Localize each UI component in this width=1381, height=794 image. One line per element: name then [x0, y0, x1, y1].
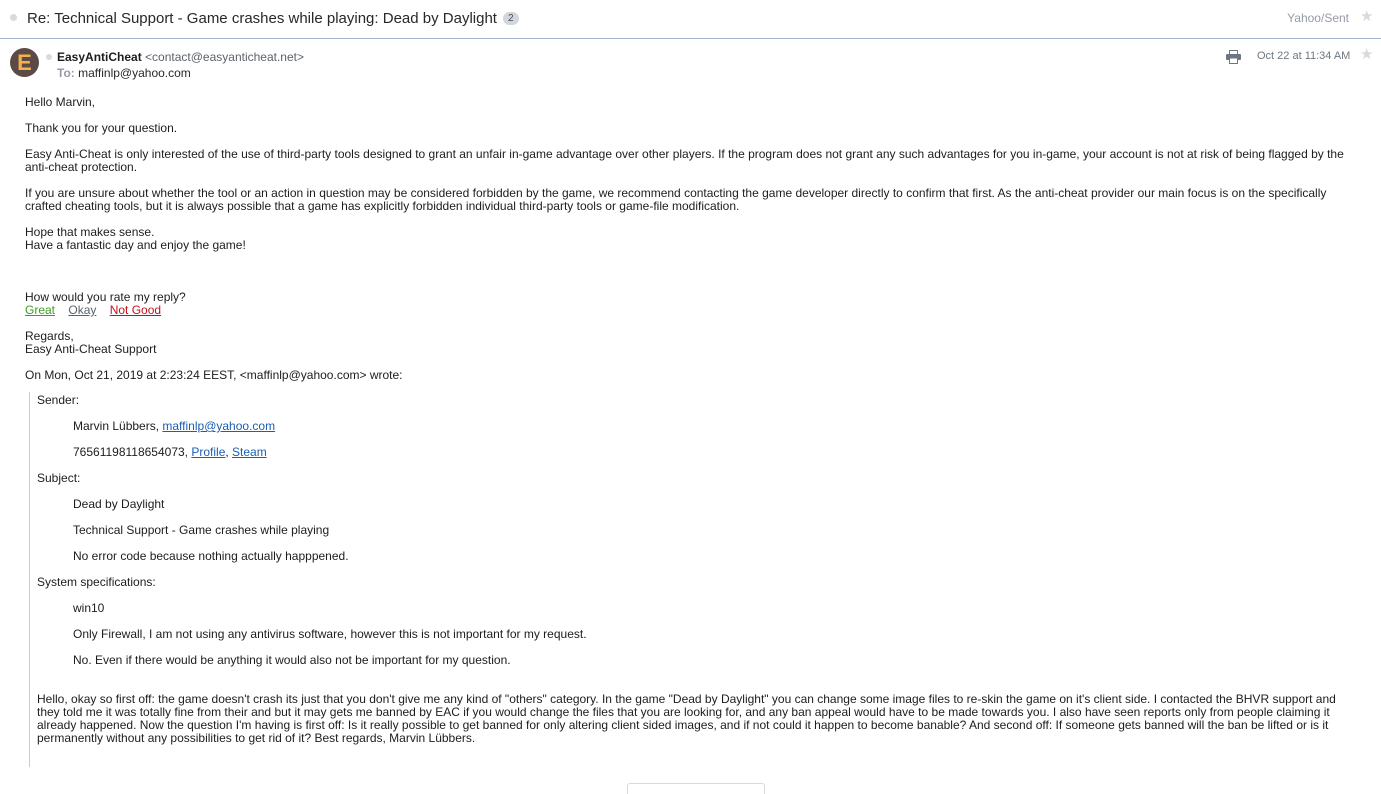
quoted-sender-label: Sender: [37, 393, 80, 407]
star-icon[interactable]: ★ [1360, 8, 1374, 25]
steam-id: 76561198118654073, [73, 445, 189, 459]
body-paragraph: Thank you for your question. [25, 121, 178, 135]
sender-email: <contact@easyanticheat.net> [145, 50, 304, 64]
greeting: Hello Marvin, [25, 95, 96, 109]
body-paragraph: Easy Anti-Cheat is only interested of the use of third-party tools designed to grant an unfair in-game advantage over other players. If the program does not grant any such advantages for you in-game, your account is not at risk of being flagged by the anti-cheat protection. [25, 147, 1344, 174]
quoted-steam-id: 76561198118654073, Profile, Steam [73, 445, 267, 459]
rate-not-good-link[interactable]: Not Good [109, 303, 162, 317]
rate-question: How would you rate my reply? [25, 290, 186, 304]
body-paragraph: If you are unsure about whether the tool or an action in question may be considered forbidden by the game, we recommend contacting the game developer directly to confirm that first. As the anti-cheat provider our main focus is on the specifically crafted cheating tools, but it is always possible that a game has explicitly forbidden individual third-party tools or game-file modification. [25, 186, 1327, 213]
message-count-badge: 2 [503, 12, 519, 25]
unread-dot-icon [10, 14, 17, 21]
profile-link[interactable]: Profile [191, 445, 226, 459]
sender-name[interactable]: EasyAntiCheat [57, 50, 142, 64]
quoted-sender-email-link[interactable]: maffinlp@yahoo.com [162, 419, 276, 433]
thread-subject-text: Re: Technical Support - Game crashes while playing: Dead by Daylight [27, 10, 497, 27]
read-dot-icon[interactable] [46, 54, 52, 60]
quoted-specs-label: System specifications: [37, 575, 156, 589]
body-paragraph: Have a fantastic day and enjoy the game! [25, 238, 246, 252]
to-label: To: [57, 66, 75, 80]
rating-links [25, 304, 1355, 317]
quoted-other: No. Even if there would be anything it would also not be important for my question. [73, 653, 511, 667]
quoted-error: No error code because nothing actually happpened. [73, 549, 349, 563]
message-body [25, 96, 1355, 382]
steam-link[interactable]: Steam [232, 445, 267, 459]
recipient-line [57, 66, 191, 80]
message-date: Oct 22 at 11:34 AM [1257, 50, 1351, 62]
quote-header: On Mon, Oct 21, 2019 at 2:23:24 EEST, <maffinlp@yahoo.com> wrote: [25, 368, 403, 382]
quoted-sender-name: Marvin Lübbers, [73, 419, 160, 433]
message-star-icon[interactable]: ★ [1360, 46, 1374, 63]
quoted-antivirus: Only Firewall, I am not using any antivirus software, however this is not important for my request. [73, 627, 587, 641]
quoted-sender [73, 420, 275, 433]
body-paragraph: Hope that makes sense. [25, 225, 155, 239]
rate-okay-link[interactable]: Okay [68, 303, 97, 317]
thread-subject [27, 10, 519, 27]
quoted-message-text: Hello, okay so first off: the game doesn't crash its just that you don't give me any kind of "others" category. In the game "Dead by Daylight" you can change some image files to re-skin the game on it's client side. I contacted the BHVR support and they told me it was totally fine from their and but it may gets me banned by EAC if you would change the files that you are looking for, and any ban appeal would have to be made towards you. I also have seen reports only from people claiming it already happened. Now the question I'm having is first off: Is it really possible to get banned for only altering client sided images, and if not could it happen to become banable? And second off: If someone gets banned will the ban be lifted or is it permanently without any possibilities to get rid of it? Best regards, Marvin Lübbers. [37, 692, 1336, 745]
print-icon[interactable] [1226, 50, 1241, 64]
quoted-category: Technical Support - Game crashes while playing [73, 523, 330, 537]
signature: Easy Anti-Cheat Support [25, 342, 157, 356]
sender-line[interactable] [57, 50, 304, 64]
quoted-message [29, 392, 1360, 767]
avatar[interactable]: E [10, 48, 39, 77]
recipient-email[interactable]: maffinlp@yahoo.com [78, 66, 191, 80]
thread-header [0, 0, 1381, 39]
rate-great-link[interactable]: Great [25, 303, 56, 317]
quoted-subject-label: Subject: [37, 471, 81, 485]
folder-label[interactable]: Yahoo/Sent [1287, 11, 1349, 25]
quoted-os: win10 [73, 601, 105, 615]
quoted-game: Dead by Daylight [73, 497, 165, 511]
regards: Regards, [25, 329, 74, 343]
